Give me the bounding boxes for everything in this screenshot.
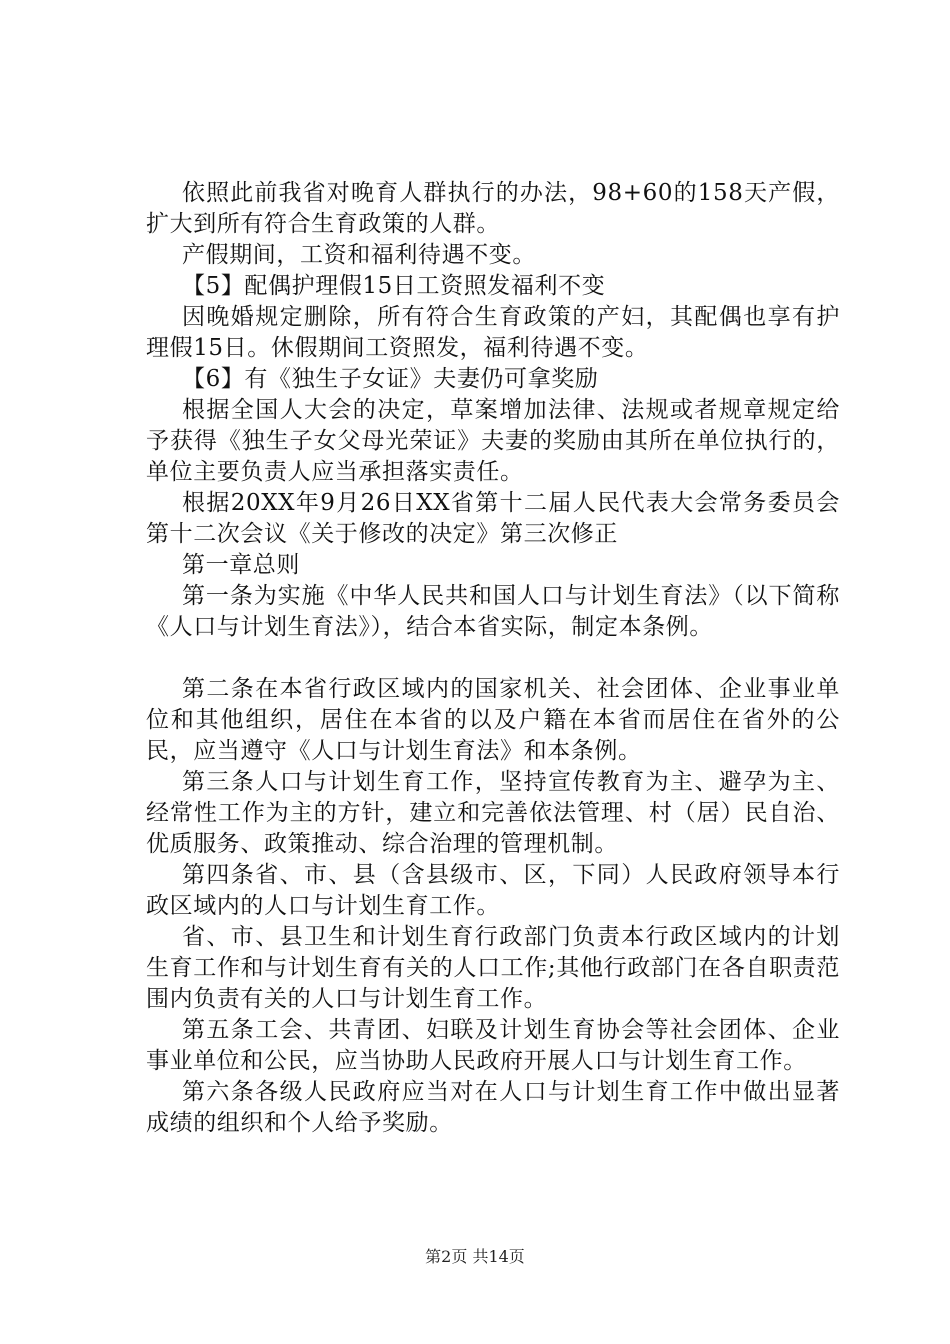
article-4-clause-2: 省、市、县卫生和计划生育行政部门负责本行政区域内的计划生育工作和与计划生育有关的人口工作;其他行政部门在各自职责范围内负责有关的人口与计划生育工作。 [146, 924, 840, 1012]
article-2: 第二条在本省行政区域内的国家机关、社会团体、企业事业单位和其他组织，居住在本省的以及户籍在本省而居住在省外的公民，应当遵守《人口与计划生育法》和本条例。 [146, 676, 840, 764]
heading-spouse-nursing-leave: 【5】配偶护理假15日工资照发福利不变 [182, 273, 606, 299]
page-number-footer: 第2页 共14页 [425, 1247, 525, 1266]
heading-only-child-certificate: 【6】有《独生子女证》夫妻仍可拿奖励 [182, 366, 599, 392]
article-6: 第六条各级人民政府应当对在人口与计划生育工作中做出显著成绩的组织和个人给予奖励。 [146, 1079, 840, 1136]
document-body [146, 178, 840, 1139]
article-4: 第四条省、市、县（含县级市、区，下同）人民政府领导本行政区域内的人口与计划生育工作。 [146, 862, 840, 919]
chapter-heading: 第一章总则 [182, 552, 300, 578]
paragraph-spouse-nursing-leave: 因晚婚规定删除，所有符合生育政策的产妇，其配偶也享有护理假15日。休假期间工资照发，福利待遇不变。 [146, 304, 840, 361]
paragraph-spacer [146, 643, 840, 674]
article-1: 第一条为实施《中华人民共和国人口与计划生育法》（以下简称《人口与计划生育法》），结合本省实际，制定本条例。 [146, 583, 840, 640]
article-3: 第三条人口与计划生育工作，坚持宣传教育为主、避孕为主、经常性工作为主的方针，建立和完善依法管理、村（居）民自治、优质服务、政策推动、综合治理的管理机制。 [146, 769, 840, 857]
paragraph-maternity-leave-extension: 依照此前我省对晚育人群执行的办法，98+60的158天产假，扩大到所有符合生育政策的人群。 [146, 180, 840, 237]
paragraph-revision-note: 根据20XX年9月26日XX省第十二届人民代表大会常务委员会第十二次会议《关于修改的决定》第三次修正 [146, 490, 840, 547]
article-5: 第五条工会、共青团、妇联及计划生育协会等社会团体、企业事业单位和公民，应当协助人民政府开展人口与计划生育工作。 [146, 1017, 840, 1074]
paragraph-maternity-leave-pay: 产假期间，工资和福利待遇不变。 [182, 242, 536, 268]
paragraph-only-child-reward: 根据全国人大会的决定，草案增加法律、法规或者规章规定给予获得《独生子女父母光荣证》夫妻的奖励由其所在单位执行的，单位主要负责人应当承担落实责任。 [146, 397, 840, 485]
